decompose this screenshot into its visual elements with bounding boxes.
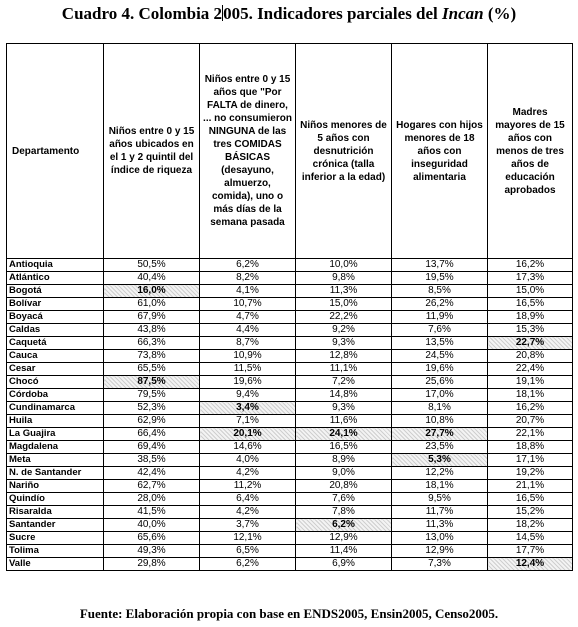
value-cell: 12,8%	[296, 350, 392, 363]
value-cell: 62,9%	[104, 415, 200, 428]
col-header-desnutricion: Niños menores de 5 años con desnutrición crónica (talla inferior a la edad)	[296, 44, 392, 259]
value-cell: 16,5%	[488, 493, 573, 506]
table-row	[7, 324, 573, 337]
value-cell: 43,8%	[104, 324, 200, 337]
title-prefix: Cuadro 4. Colombia 2	[61, 4, 223, 23]
table-row	[7, 441, 573, 454]
value-cell: 18,1%	[488, 389, 573, 402]
table-row	[7, 389, 573, 402]
value-cell: 7,6%	[296, 493, 392, 506]
department-name: La Guajira	[7, 428, 104, 441]
table-row	[7, 376, 573, 389]
department-name: Atlántico	[7, 272, 104, 285]
value-cell: 79,5%	[104, 389, 200, 402]
value-cell: 7,2%	[296, 376, 392, 389]
table-row	[7, 298, 573, 311]
value-cell: 62,7%	[104, 480, 200, 493]
value-cell: 9,5%	[392, 493, 488, 506]
value-cell: 5,3%	[392, 454, 488, 467]
table-body	[7, 259, 573, 571]
value-cell: 19,6%	[200, 376, 296, 389]
value-cell: 41,5%	[104, 506, 200, 519]
value-cell: 25,6%	[392, 376, 488, 389]
value-cell: 66,4%	[104, 428, 200, 441]
value-cell: 11,4%	[296, 545, 392, 558]
value-cell: 4,4%	[200, 324, 296, 337]
value-cell: 13,5%	[392, 337, 488, 350]
table-row	[7, 402, 573, 415]
value-cell: 6,9%	[296, 558, 392, 571]
value-cell: 22,4%	[488, 363, 573, 376]
value-cell: 12,1%	[200, 532, 296, 545]
value-cell: 6,2%	[296, 519, 392, 532]
department-name: Chocó	[7, 376, 104, 389]
value-cell: 18,2%	[488, 519, 573, 532]
value-cell: 16,5%	[488, 298, 573, 311]
value-cell: 6,5%	[200, 545, 296, 558]
indicators-table	[6, 43, 573, 571]
value-cell: 4,1%	[200, 285, 296, 298]
table-row	[7, 428, 573, 441]
value-cell: 15,0%	[296, 298, 392, 311]
value-cell: 7,1%	[200, 415, 296, 428]
table-row	[7, 480, 573, 493]
department-name: Córdoba	[7, 389, 104, 402]
department-name: Quindío	[7, 493, 104, 506]
department-name: Tolima	[7, 545, 104, 558]
table-row	[7, 506, 573, 519]
value-cell: 22,7%	[488, 337, 573, 350]
table-row	[7, 519, 573, 532]
value-cell: 13,7%	[392, 259, 488, 272]
value-cell: 8,1%	[392, 402, 488, 415]
department-name: Nariño	[7, 480, 104, 493]
title-italic: Incan	[442, 4, 484, 23]
value-cell: 15,2%	[488, 506, 573, 519]
value-cell: 11,1%	[296, 363, 392, 376]
department-name: Antioquia	[7, 259, 104, 272]
value-cell: 10,7%	[200, 298, 296, 311]
value-cell: 17,1%	[488, 454, 573, 467]
value-cell: 9,2%	[296, 324, 392, 337]
value-cell: 14,6%	[200, 441, 296, 454]
value-cell: 16,5%	[296, 441, 392, 454]
department-name: Meta	[7, 454, 104, 467]
value-cell: 42,4%	[104, 467, 200, 480]
col-header-comidas: Niños entre 0 y 15 años que "Por FALTA de dinero, ... no consumieron NINGUNA de las tres COMIDAS BÁSICAS (desayuno, almuerzo, comida), uno o más días de la semana pasada	[200, 44, 296, 259]
value-cell: 8,9%	[296, 454, 392, 467]
department-name: Boyacá	[7, 311, 104, 324]
value-cell: 4,2%	[200, 506, 296, 519]
value-cell: 21,1%	[488, 480, 573, 493]
value-cell: 11,7%	[392, 506, 488, 519]
value-cell: 10,9%	[200, 350, 296, 363]
department-name: Huila	[7, 415, 104, 428]
value-cell: 49,3%	[104, 545, 200, 558]
value-cell: 3,7%	[200, 519, 296, 532]
department-name: Valle	[7, 558, 104, 571]
value-cell: 4,7%	[200, 311, 296, 324]
department-name: Sucre	[7, 532, 104, 545]
table-row	[7, 259, 573, 272]
value-cell: 12,2%	[392, 467, 488, 480]
value-cell: 11,3%	[392, 519, 488, 532]
table-row	[7, 558, 573, 571]
value-cell: 19,5%	[392, 272, 488, 285]
value-cell: 28,0%	[104, 493, 200, 506]
value-cell: 9,3%	[296, 337, 392, 350]
value-cell: 12,4%	[488, 558, 573, 571]
col-header-riqueza: Niños entre 0 y 15 años ubicados en el 1 y 2 quintil del índice de riqueza	[104, 44, 200, 259]
department-name: Bolívar	[7, 298, 104, 311]
table-row	[7, 350, 573, 363]
value-cell: 27,7%	[392, 428, 488, 441]
value-cell: 12,9%	[392, 545, 488, 558]
value-cell: 19,6%	[392, 363, 488, 376]
table-row	[7, 467, 573, 480]
title-main: 005. Indicadores parciales del	[223, 4, 443, 23]
value-cell: 24,5%	[392, 350, 488, 363]
value-cell: 11,9%	[392, 311, 488, 324]
value-cell: 15,3%	[488, 324, 573, 337]
value-cell: 65,5%	[104, 363, 200, 376]
value-cell: 11,5%	[200, 363, 296, 376]
value-cell: 11,2%	[200, 480, 296, 493]
value-cell: 7,3%	[392, 558, 488, 571]
department-name: N. de Santander	[7, 467, 104, 480]
col-header-madres: Madres mayores de 15 años con menos de tres años de educación aprobados	[488, 44, 573, 259]
department-name: Cundinamarca	[7, 402, 104, 415]
value-cell: 19,1%	[488, 376, 573, 389]
value-cell: 16,2%	[488, 259, 573, 272]
value-cell: 16,2%	[488, 402, 573, 415]
table-row	[7, 493, 573, 506]
department-name: Caldas	[7, 324, 104, 337]
value-cell: 9,4%	[200, 389, 296, 402]
table-row	[7, 311, 573, 324]
department-name: Santander	[7, 519, 104, 532]
value-cell: 26,2%	[392, 298, 488, 311]
value-cell: 50,5%	[104, 259, 200, 272]
value-cell: 17,3%	[488, 272, 573, 285]
value-cell: 8,7%	[200, 337, 296, 350]
department-name: Risaralda	[7, 506, 104, 519]
col-header-inseguridad: Hogares con hijos menores de 18 años con inseguridad alimentaria	[392, 44, 488, 259]
value-cell: 10,0%	[296, 259, 392, 272]
table-row	[7, 454, 573, 467]
value-cell: 3,4%	[200, 402, 296, 415]
value-cell: 40,4%	[104, 272, 200, 285]
value-cell: 40,0%	[104, 519, 200, 532]
value-cell: 20,8%	[296, 480, 392, 493]
value-cell: 69,4%	[104, 441, 200, 454]
header-row	[7, 44, 573, 259]
value-cell: 20,7%	[488, 415, 573, 428]
value-cell: 18,9%	[488, 311, 573, 324]
value-cell: 66,3%	[104, 337, 200, 350]
title-suffix: (%)	[483, 4, 517, 23]
value-cell: 7,8%	[296, 506, 392, 519]
value-cell: 15,0%	[488, 285, 573, 298]
table-row	[7, 272, 573, 285]
value-cell: 14,5%	[488, 532, 573, 545]
value-cell: 24,1%	[296, 428, 392, 441]
table-title	[0, 4, 578, 24]
value-cell: 61,0%	[104, 298, 200, 311]
value-cell: 9,8%	[296, 272, 392, 285]
department-name: Cesar	[7, 363, 104, 376]
value-cell: 4,0%	[200, 454, 296, 467]
value-cell: 16,0%	[104, 285, 200, 298]
col-header-departamento: Departamento	[7, 44, 104, 259]
value-cell: 11,6%	[296, 415, 392, 428]
value-cell: 87,5%	[104, 376, 200, 389]
department-name: Magdalena	[7, 441, 104, 454]
value-cell: 6,2%	[200, 558, 296, 571]
value-cell: 23,5%	[392, 441, 488, 454]
department-name: Caquetá	[7, 337, 104, 350]
value-cell: 9,3%	[296, 402, 392, 415]
value-cell: 73,8%	[104, 350, 200, 363]
value-cell: 17,0%	[392, 389, 488, 402]
value-cell: 29,8%	[104, 558, 200, 571]
value-cell: 8,5%	[392, 285, 488, 298]
value-cell: 18,8%	[488, 441, 573, 454]
department-name: Bogotá	[7, 285, 104, 298]
table-row	[7, 285, 573, 298]
value-cell: 6,4%	[200, 493, 296, 506]
table-row	[7, 415, 573, 428]
value-cell: 22,1%	[488, 428, 573, 441]
value-cell: 7,6%	[392, 324, 488, 337]
value-cell: 38,5%	[104, 454, 200, 467]
table-row	[7, 545, 573, 558]
value-cell: 20,8%	[488, 350, 573, 363]
source-note: Fuente: Elaboración propia con base en ENDS2005, Ensin2005, Censo2005.	[79, 606, 499, 621]
value-cell: 19,2%	[488, 467, 573, 480]
value-cell: 14,8%	[296, 389, 392, 402]
value-cell: 13,0%	[392, 532, 488, 545]
value-cell: 12,9%	[296, 532, 392, 545]
value-cell: 65,6%	[104, 532, 200, 545]
value-cell: 52,3%	[104, 402, 200, 415]
value-cell: 9,0%	[296, 467, 392, 480]
department-name: Cauca	[7, 350, 104, 363]
value-cell: 4,2%	[200, 467, 296, 480]
value-cell: 18,1%	[392, 480, 488, 493]
table-row	[7, 532, 573, 545]
table-row	[7, 337, 573, 350]
value-cell: 8,2%	[200, 272, 296, 285]
value-cell: 17,7%	[488, 545, 573, 558]
value-cell: 11,3%	[296, 285, 392, 298]
value-cell: 22,2%	[296, 311, 392, 324]
value-cell: 6,2%	[200, 259, 296, 272]
value-cell: 67,9%	[104, 311, 200, 324]
table-row	[7, 363, 573, 376]
value-cell: 10,8%	[392, 415, 488, 428]
value-cell: 20,1%	[200, 428, 296, 441]
